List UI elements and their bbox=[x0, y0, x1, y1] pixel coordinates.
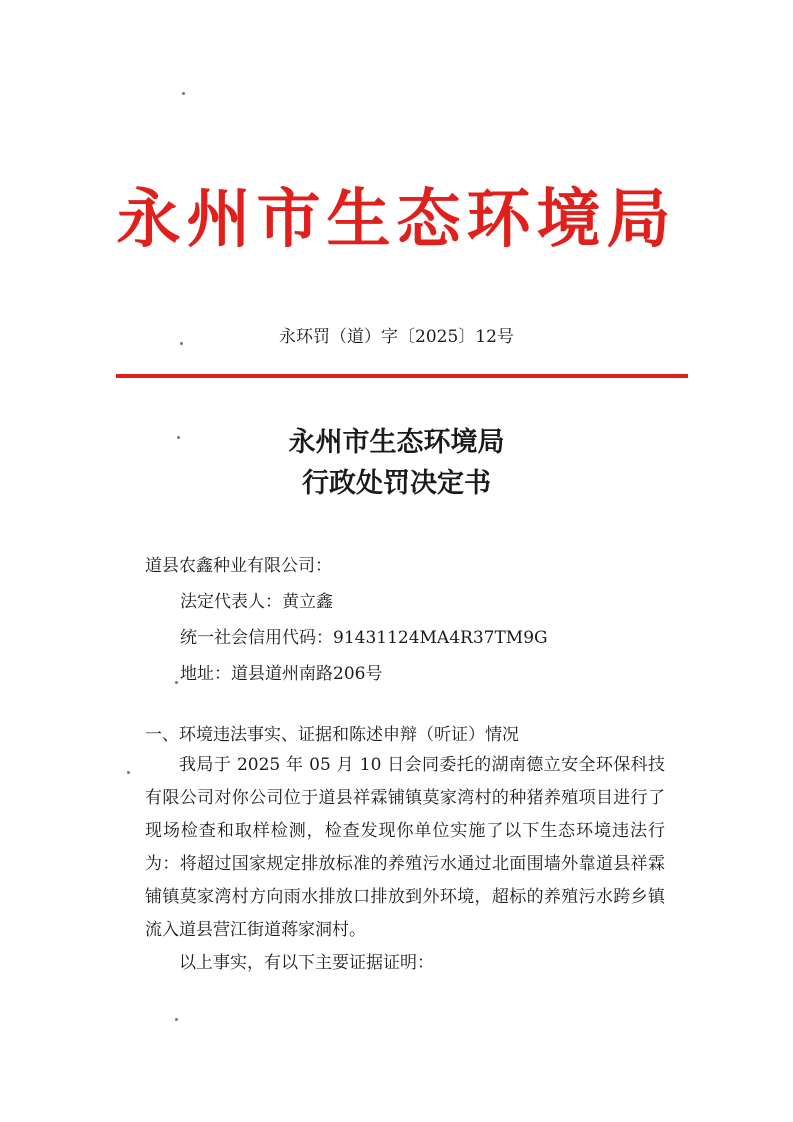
issuing-authority-header: 永州市生态环境局 bbox=[116, 183, 677, 257]
recipient-name: 道县农鑫种业有限公司： bbox=[145, 556, 332, 576]
legal-representative: 法定代表人：黄立鑫 bbox=[180, 592, 333, 612]
document-title-authority: 永州市生态环境局 bbox=[288, 427, 505, 458]
section-heading: 一、环境违法事实、证据和陈述申辩（听证）情况 bbox=[145, 725, 519, 745]
scan-speck bbox=[182, 92, 185, 95]
document-number: 永环罚（道）字〔2025〕12号 bbox=[279, 327, 514, 347]
scan-speck bbox=[175, 681, 178, 684]
scan-speck bbox=[180, 342, 183, 345]
document-title-type: 行政处罚决定书 bbox=[302, 468, 491, 499]
scan-speck bbox=[175, 1018, 178, 1021]
facts-paragraph: 我局于 2025 年 05 月 10 日会同委托的湖南德立安全环保科技有限公司对你公司位于道县祥霖铺镇莫家湾村的种猪养殖项目进行了现场检查和取样检测，检查发现你单位实施了以下生态环境违法行为：将超过国家规定排放标准的养殖污水通过北面围墙外靠道县祥霖铺镇莫家湾村方向雨水排放口排放到外环境，超标的养殖污水跨乡镇流入道县营江街道蒋家洞村。 bbox=[145, 755, 665, 940]
scan-speck bbox=[127, 771, 130, 774]
credit-code: 统一社会信用代码：91431124MA4R37TM9G bbox=[180, 628, 548, 648]
red-divider-line bbox=[116, 374, 688, 378]
evidence-intro-paragraph: 以上事实，有以下主要证据证明： bbox=[179, 953, 434, 973]
scan-speck bbox=[177, 436, 180, 439]
address: 地址：道县道州南路206号 bbox=[180, 664, 383, 684]
section-body bbox=[145, 749, 665, 980]
